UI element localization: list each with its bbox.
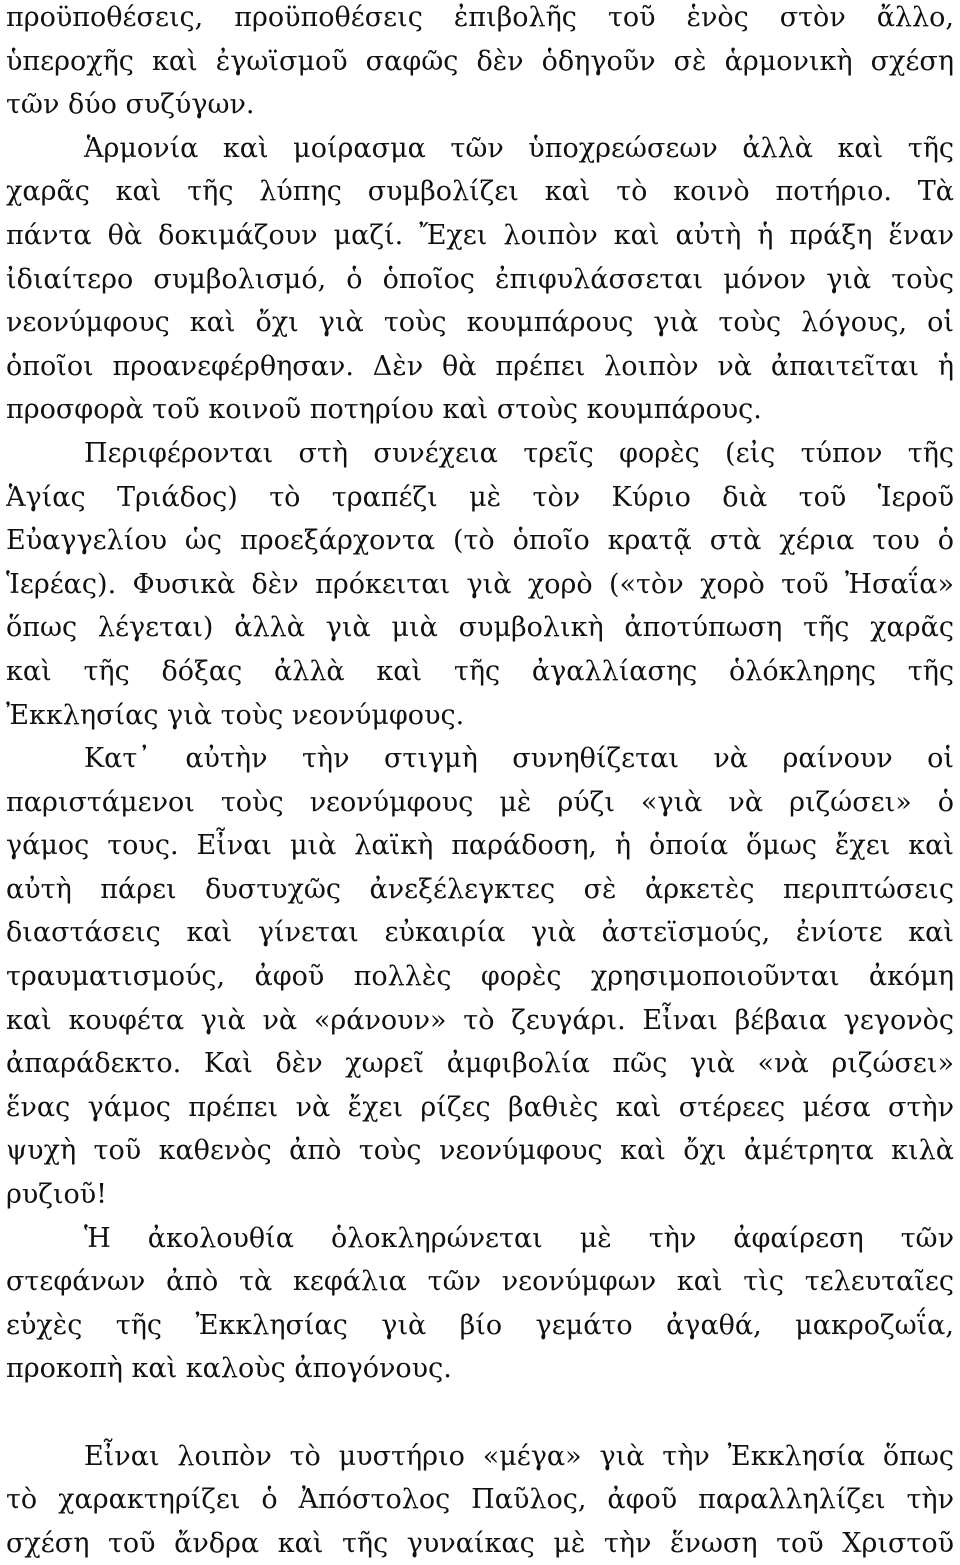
text-line: χαρᾶς καὶ τῆς λύπης συμβολίζει καὶ τὸ κοινὸ ποτήριο. Τὰ bbox=[6, 176, 954, 208]
paragraph-gap bbox=[6, 1391, 954, 1435]
text-line: αὐτὴ πάρει δυστυχῶς ἀνεξέλεγκτες σὲ ἀρκετὲς περιπτώσεις bbox=[6, 873, 954, 905]
text-line: ἕνας γάμος πρέπει νὰ ἔχει ρίζες βαθιὲς καὶ στέρεες μέσα στὴν bbox=[6, 1091, 954, 1123]
paragraph-crowns bbox=[6, 1217, 954, 1391]
text-line: σχέση τοῦ ἄνδρα καὶ τῆς γυναίκας μὲ τὴν ἕνωση τοῦ Χριστοῦ bbox=[6, 1527, 954, 1559]
text-line: Ἡ ἀκολουθία ὁλοκληρώνεται μὲ τὴν ἀφαίρεση τῶν bbox=[84, 1222, 954, 1254]
text-line: Περιφέρονται στὴ συνέχεια τρεῖς φορὲς (εἰς τύπον τῆς bbox=[84, 437, 954, 469]
text-line: ὅπως λέγεται) ἀλλὰ γιὰ μιὰ συμβολικὴ ἀποτύπωση τῆς χαρᾶς bbox=[6, 612, 954, 644]
text-line: Ἁγίας Τριάδος) τὸ τραπέζι μὲ τὸν Κύριο διὰ τοῦ Ἱεροῦ bbox=[6, 481, 954, 513]
text-line: ὑπεροχῆς καὶ ἐγωϊσμοῦ σαφῶς δὲν ὁδηγοῦν σὲ ἁρμονικὴ σχέση bbox=[6, 45, 954, 77]
paragraph-procession bbox=[6, 432, 954, 737]
text-line: παριστάμενοι τοὺς νεονύμφους μὲ ρύζι «γιὰ νὰ ριζώσει» ὁ bbox=[6, 786, 954, 818]
text-line: ψυχὴ τοῦ καθενὸς ἀπὸ τοὺς νεονύμφους καὶ ὄχι ἀμέτρητα κιλὰ bbox=[6, 1135, 954, 1167]
text-line: τῶν δύο συζύγων. bbox=[6, 89, 255, 121]
paragraph-continuation bbox=[6, 0, 954, 127]
paragraph-mystery bbox=[6, 1435, 954, 1565]
paragraph-common-cup bbox=[6, 127, 954, 432]
text-line: ρυζιοῦ! bbox=[6, 1179, 108, 1211]
text-line: πάντα θὰ δοκιμάζουν μαζί. Ἔχει λοιπὸν καὶ αὐτὴ ἡ πράξη ἕναν bbox=[6, 219, 954, 251]
text-line: προϋποθέσεις, προϋποθέσεις ἐπιβολῆς τοῦ ἑνὸς στὸν ἄλλο, bbox=[6, 2, 954, 33]
text-line: Ἱερέας). Φυσικὰ δὲν πρόκειται γιὰ χορὸ («τὸν χορὸ τοῦ Ἠσαΐα» bbox=[6, 568, 954, 600]
text-line: τὸ χαρακτηρίζει ὁ Ἀπόστολος Παῦλος, ἀφοῦ παραλληλίζει τὴν bbox=[6, 1484, 954, 1516]
text-line: Ἁρμονία καὶ μοίρασμα τῶν ὑποχρεώσεων ἀλλὰ καὶ τῆς bbox=[84, 132, 954, 164]
text-line: Εἶναι λοιπὸν τὸ μυστήριο «μέγα» γιὰ τὴν Ἐκκλησία ὅπως bbox=[84, 1440, 954, 1472]
text-line: στεφάνων ἀπὸ τὰ κεφάλια τῶν νεονύμφων καὶ τὶς τελευταῖες bbox=[6, 1266, 954, 1298]
text-line: καὶ κουφέτα γιὰ νὰ «ράνουν» τὸ ζευγάρι. Εἶναι βέβαια γεγονὸς bbox=[6, 1004, 954, 1036]
text-line: ἰδιαίτερο συμβολισμό, ὁ ὁποῖος ἐπιφυλάσσεται μόνον γιὰ τοὺς bbox=[6, 263, 954, 295]
text-line: Ἐκκλησίας γιὰ τοὺς νεονύμφους. bbox=[6, 699, 465, 731]
text-line: ἀπαράδεκτο. Καὶ δὲν χωρεῖ ἀμφιβολία πῶς γιὰ «νὰ ριζώσει» bbox=[6, 1048, 954, 1080]
text-line: προκοπὴ καὶ καλοὺς ἀπογόνους. bbox=[6, 1353, 452, 1385]
text-line: γάμος τους. Εἶναι μιὰ λαϊκὴ παράδοση, ἡ ὁποία ὅμως ἔχει καὶ bbox=[6, 830, 954, 862]
text-line: προσφορὰ τοῦ κοινοῦ ποτηρίου καὶ στοὺς κουμπάρους. bbox=[6, 394, 762, 426]
text-line: διαστάσεις καὶ γίνεται εὐκαιρία γιὰ ἀστεϊσμούς, ἐνίοτε καὶ bbox=[6, 917, 954, 949]
text-line: νεονύμφους καὶ ὄχι γιὰ τοὺς κουμπάρους γιὰ τοὺς λόγους, οἱ bbox=[6, 307, 954, 339]
text-line: Κατ᾽ αὐτὴν τὴν στιγμὴ συνηθίζεται νὰ ραίνουν οἱ bbox=[84, 743, 954, 775]
text-line: τραυματισμούς, ἀφοῦ πολλὲς φορὲς χρησιμοποιοῦνται ἀκόμη bbox=[6, 961, 954, 993]
text-line: ὁποῖοι προανεφέρθησαν. Δὲν θὰ πρέπει λοιπὸν νὰ ἀπαιτεῖται ἡ bbox=[6, 350, 954, 382]
paragraph-rice bbox=[6, 737, 954, 1217]
text-line: Εὐαγγελίου ὡς προεξάρχοντα (τὸ ὁποῖο κρατᾷ στὰ χέρια του ὁ bbox=[6, 525, 954, 557]
text-line: εὐχὲς τῆς Ἐκκλησίας γιὰ βίο γεμάτο ἀγαθά, μακροζωΐα, bbox=[6, 1309, 954, 1341]
text-line: καὶ τῆς δόξας ἀλλὰ καὶ τῆς ἀγαλλίασης ὁλόκληρης τῆς bbox=[6, 655, 954, 687]
